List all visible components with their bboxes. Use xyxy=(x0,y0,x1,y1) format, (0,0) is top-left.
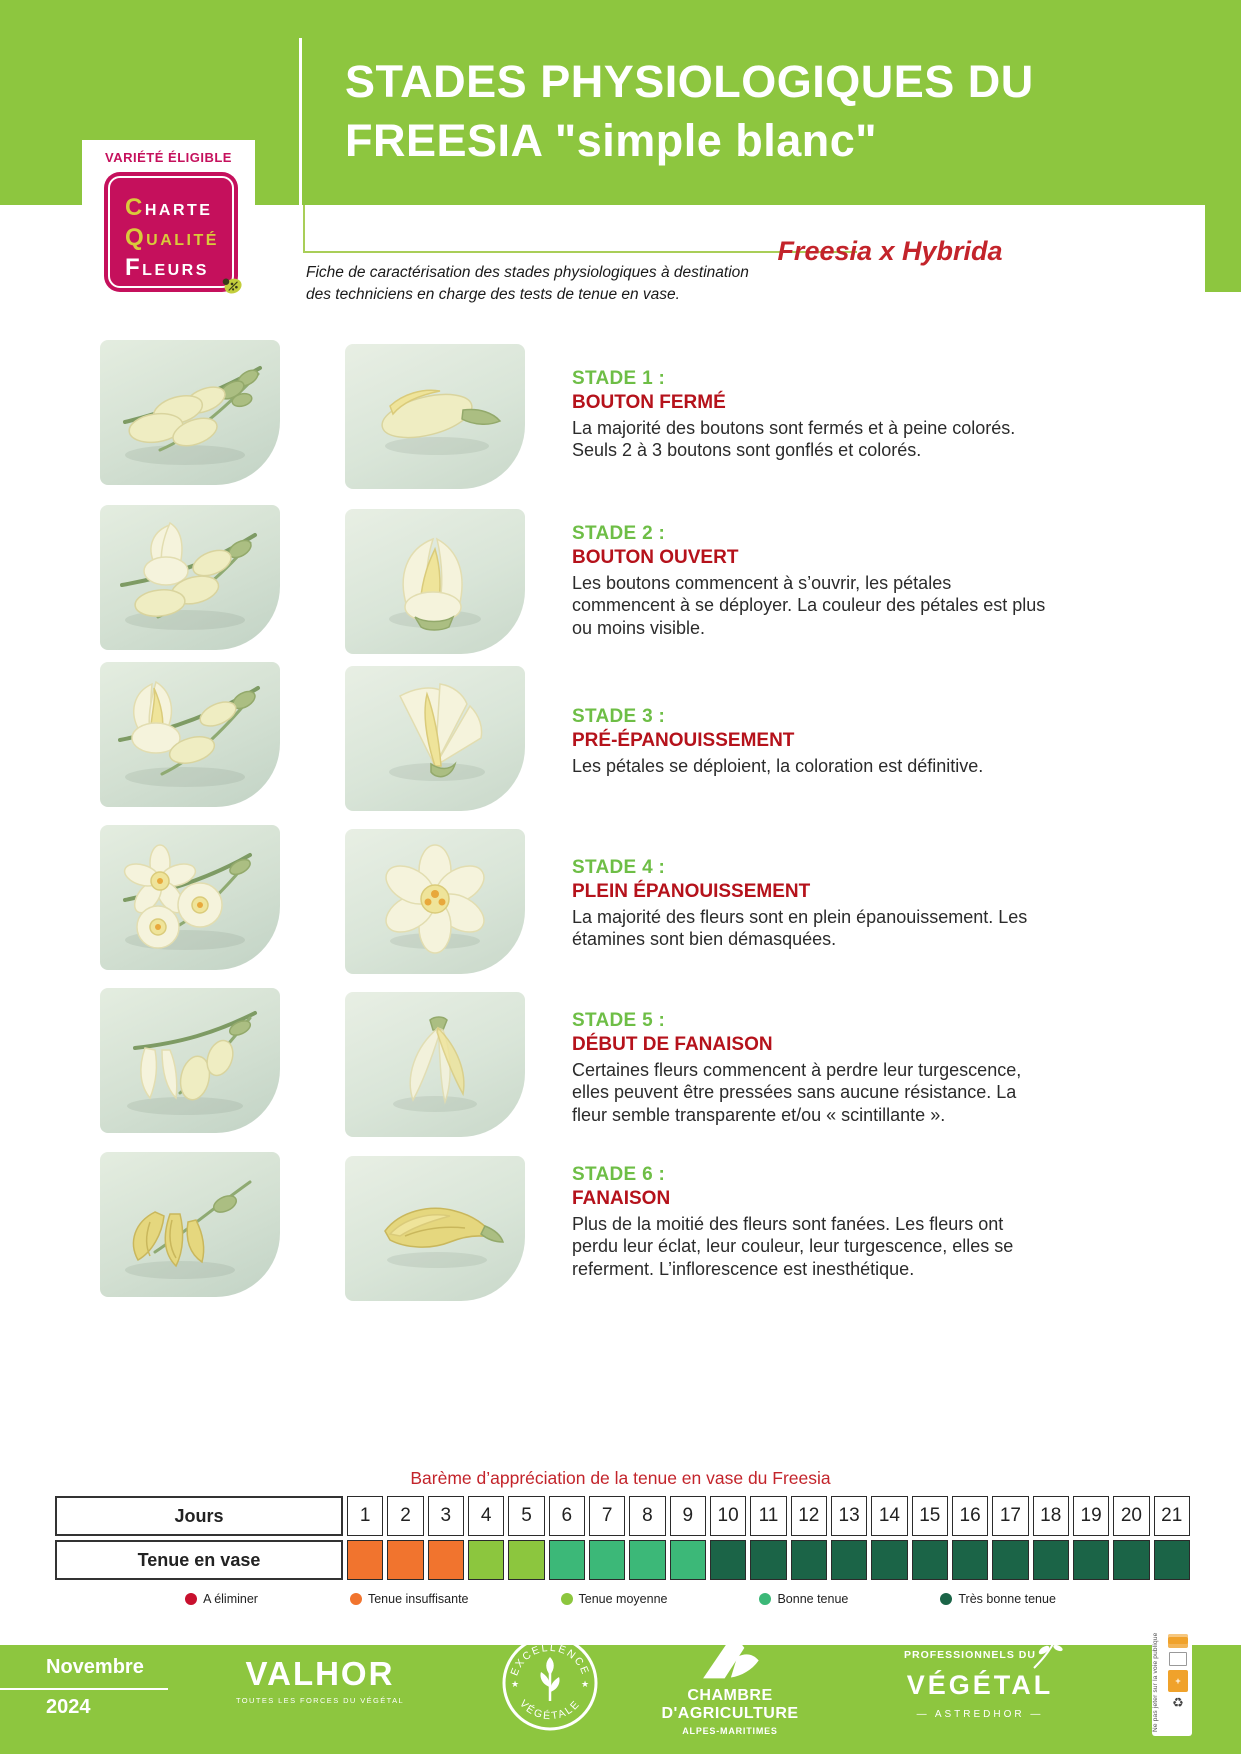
stage-2-label: STADE 2 : xyxy=(572,523,666,544)
stage-3-photo-trumpet xyxy=(345,666,525,811)
day-7-rating-cell xyxy=(589,1540,625,1580)
ladybug-icon xyxy=(220,274,244,296)
day-15-header-cell: 15 xyxy=(912,1496,948,1536)
stage-3-description: Les pétales se déploient, la coloration est définitive. xyxy=(572,756,984,776)
day-17-rating-cell xyxy=(992,1540,1028,1580)
page-title xyxy=(345,52,1145,171)
tulip-icon xyxy=(540,1657,559,1701)
day-3-header-cell: 3 xyxy=(428,1496,464,1536)
table-row-vase-life xyxy=(55,1540,1190,1580)
day-19-rating-cell xyxy=(1073,1540,1109,1580)
legend-dot-insuffisante xyxy=(350,1593,362,1605)
day-21-header-cell: 21 xyxy=(1154,1496,1190,1536)
svg-text:★: ★ xyxy=(511,1679,520,1689)
valhor-wordmark: VALHOR xyxy=(245,1655,395,1692)
badge-eyebrow: VARIÉTÉ ÉLIGIBLE xyxy=(105,150,232,165)
badge-inner-frame xyxy=(108,176,234,288)
recycling-note-text: Ne pas jeter sur la voie publique xyxy=(1152,1632,1159,1732)
stage-6-description: Plus de la moitié des fleurs sont fanées. Les fleurs ont perdu leur éclat, leur couleur, leur turgescence, elles se referment. L’inflorescence est inesthétique. xyxy=(572,1214,1014,1279)
quality-charter-badge xyxy=(82,140,255,307)
page-title-line1: STADES PHYSIOLOGIQUES DU xyxy=(345,56,1034,107)
day-9-header-cell: 9 xyxy=(670,1496,706,1536)
legend-label: Tenue insuffisante xyxy=(367,1592,469,1606)
institut-line2: PROFESSIONNELS DU xyxy=(904,1649,1036,1662)
day-6-header-cell: 6 xyxy=(549,1496,585,1536)
day-14-header-cell: 14 xyxy=(871,1496,907,1536)
day-13-header-cell: 13 xyxy=(831,1496,867,1536)
day-15-rating-cell xyxy=(912,1540,948,1580)
stamp-text-bottom: VÉGÉTALE xyxy=(517,1697,583,1723)
stage-5-label: STADE 5 : xyxy=(572,1010,666,1031)
day-6-rating-cell xyxy=(549,1540,585,1580)
stage-1-heading: BOUTON FERMÉ xyxy=(572,392,726,413)
day-13-rating-cell xyxy=(831,1540,867,1580)
sorting-info-icon xyxy=(1168,1634,1188,1648)
stage-5-photo-inflorescence xyxy=(100,988,280,1133)
triman-recycle-icon: ♻ xyxy=(1172,1695,1184,1710)
page-title-line2: FREESIA "simple blanc" xyxy=(345,115,878,167)
day-1-header-cell: 1 xyxy=(347,1496,383,1536)
stage-6-label: STADE 6 : xyxy=(572,1164,666,1185)
day-18-header-cell: 18 xyxy=(1033,1496,1069,1536)
day-5-rating-cell xyxy=(508,1540,544,1580)
footer-month: Novembre xyxy=(46,1656,144,1678)
chambre-agriculture-logo xyxy=(640,1630,820,1736)
institut-vegetal-wordmark: VÉGÉTAL xyxy=(906,1670,1054,1701)
day-18-rating-cell xyxy=(1033,1540,1069,1580)
legend-label: Tenue moyenne xyxy=(578,1592,668,1606)
paper-icon xyxy=(1169,1652,1187,1666)
day-21-rating-cell xyxy=(1154,1540,1190,1580)
day-12-rating-cell xyxy=(791,1540,827,1580)
stage-5-description: Certaines fleurs commencent à perdre leur turgescence, elles peuvent être pressées sans aucune résistance. La fleur semble transparente et/ou « scintillante ». xyxy=(572,1060,1022,1125)
day-1-rating-cell xyxy=(347,1540,383,1580)
stage-3-section xyxy=(0,662,1241,812)
svg-text:★: ★ xyxy=(581,1679,590,1689)
stage-4-description: La majorité des fleurs sont en plein épanouissement. Les étamines sont bien démasquées. xyxy=(572,907,1028,950)
stage-2-heading: BOUTON OUVERT xyxy=(572,547,739,568)
stage-5-heading: DÉBUT DE FANAISON xyxy=(572,1034,773,1055)
day-10-header-cell: 10 xyxy=(710,1496,746,1536)
legend-item xyxy=(759,1592,848,1606)
stage-6-photo-faded-flower xyxy=(345,1156,525,1301)
badge-word-fleurs: FLEURS xyxy=(125,254,209,281)
day-14-rating-cell xyxy=(871,1540,907,1580)
stage-1-label: STADE 1 : xyxy=(572,368,666,389)
day-2-rating-cell xyxy=(387,1540,423,1580)
table-header-jours: Jours xyxy=(55,1496,343,1536)
day-20-rating-cell xyxy=(1113,1540,1149,1580)
stage-4-label: STADE 4 : xyxy=(572,857,666,878)
day-16-header-cell: 16 xyxy=(952,1496,988,1536)
stage-4-heading: PLEIN ÉPANOUISSEMENT xyxy=(572,881,811,902)
stage-5-photo-wilting-flower xyxy=(345,992,525,1137)
footer-date-rule xyxy=(0,1688,168,1690)
stage-3-label: STADE 3 : xyxy=(572,706,666,727)
vase-life-scale-title: Barème d’appréciation de la tenue en vase du Freesia xyxy=(410,1468,831,1488)
rating-legend xyxy=(0,1592,1241,1606)
chambre-line2: D'AGRICULTURE xyxy=(661,1705,799,1723)
day-7-header-cell: 7 xyxy=(589,1496,625,1536)
day-10-rating-cell xyxy=(710,1540,746,1580)
day-11-rating-cell xyxy=(750,1540,786,1580)
footer-year: 2024 xyxy=(46,1696,91,1718)
stage-6-photo-inflorescence xyxy=(100,1152,280,1297)
recycling-icons-column xyxy=(1167,1634,1189,1709)
legend-dot-eliminer xyxy=(185,1593,197,1605)
legend-dot-moyenne xyxy=(561,1593,573,1605)
day-4-rating-cell xyxy=(468,1540,504,1580)
day-3-rating-cell xyxy=(428,1540,464,1580)
stage-2-photo-inflorescence xyxy=(100,505,280,650)
day-9-rating-cell xyxy=(670,1540,706,1580)
table-day-number-cells xyxy=(347,1496,1190,1536)
day-5-header-cell: 5 xyxy=(508,1496,544,1536)
legend-dot-tres_bonne xyxy=(940,1593,952,1605)
header-divider-line xyxy=(299,38,302,205)
legend-item xyxy=(185,1592,258,1606)
institut-vegetal-logo xyxy=(890,1634,1070,1720)
stage-2-section xyxy=(0,505,1241,655)
day-20-header-cell: 20 xyxy=(1113,1496,1149,1536)
table-rating-cells xyxy=(347,1540,1190,1580)
table-header-tenue-en-vase: Tenue en vase xyxy=(55,1540,343,1580)
stage-4-photo-open-flower xyxy=(345,829,525,974)
charte-qualite-fleurs-logo xyxy=(104,172,238,292)
day-11-header-cell: 11 xyxy=(750,1496,786,1536)
legend-label: Très bonne tenue xyxy=(958,1592,1056,1606)
header-right-green-tab xyxy=(1205,205,1241,292)
stage-4-photo-inflorescence xyxy=(100,825,280,970)
stage-3-photo-inflorescence xyxy=(100,662,280,807)
badge-word-qualite: QUALITÉ xyxy=(125,224,219,251)
chambre-line1: CHAMBRE xyxy=(687,1687,773,1704)
legend-item xyxy=(350,1592,469,1606)
stage-1-section xyxy=(0,340,1241,490)
stamp-text-top: EXCELLENCE xyxy=(508,1641,592,1678)
legend-label: A éliminer xyxy=(203,1592,258,1606)
day-8-rating-cell xyxy=(629,1540,665,1580)
svg-text:VÉGÉTALE xyxy=(517,1698,583,1723)
legend-dot-bonne xyxy=(759,1593,771,1605)
page-subtitle: Fiche de caractérisation des stades physiologiques à destination des techniciens en charge des tests de tenue en vase. xyxy=(306,264,749,303)
valhor-logo xyxy=(222,1655,418,1705)
subtitle-rule-vertical xyxy=(303,205,305,251)
stage-6-section xyxy=(0,1152,1241,1302)
plant-sprig-icon xyxy=(1028,1630,1064,1670)
stage-6-heading: FANAISON xyxy=(572,1188,671,1209)
day-19-header-cell: 19 xyxy=(1073,1496,1109,1536)
day-16-rating-cell xyxy=(952,1540,988,1580)
badge-word-charte: CHARTE xyxy=(125,194,213,221)
legend-label: Bonne tenue xyxy=(777,1592,849,1606)
stage-2-photo-opening-bud xyxy=(345,509,525,654)
stage-4-section xyxy=(0,825,1241,975)
stage-3-heading: PRÉ-ÉPANOUISSEMENT xyxy=(572,730,795,751)
excellence-vegetale-stamp-logo xyxy=(500,1633,600,1733)
legend-item xyxy=(561,1592,668,1606)
day-12-header-cell: 12 xyxy=(791,1496,827,1536)
chambre-agriculture-icon xyxy=(694,1630,766,1682)
recycling-label xyxy=(1152,1630,1192,1736)
valhor-tagline: TOUTES LES FORCES DU VÉGÉTAL xyxy=(235,1696,405,1705)
institut-line1: INSTITUT DES xyxy=(904,1635,988,1647)
day-4-header-cell: 4 xyxy=(468,1496,504,1536)
stage-2-description: Les boutons commencent à s’ouvrir, les pétales commencent à se déployer. La couleur des pétales est plus ou moins visible. xyxy=(572,573,1046,638)
stage-5-section xyxy=(0,988,1241,1138)
day-8-header-cell: 8 xyxy=(629,1496,665,1536)
day-2-header-cell: 2 xyxy=(387,1496,423,1536)
stage-1-description: La majorité des boutons sont fermés et à peine colorés. Seuls 2 à 3 boutons sont gonflés et colorés. xyxy=(572,418,1016,461)
table-row-days xyxy=(55,1496,1190,1536)
stage-1-photo-single-bud xyxy=(345,344,525,489)
institut-astredhor: — ASTREDHOR — xyxy=(890,1709,1070,1720)
chambre-line3: ALPES-MARITIMES xyxy=(682,1725,778,1736)
stage-1-photo-inflorescence xyxy=(100,340,280,485)
sorting-plus-icon: + xyxy=(1168,1670,1188,1692)
day-17-header-cell: 17 xyxy=(992,1496,1028,1536)
legend-item xyxy=(940,1592,1056,1606)
species-name: Freesia x Hybrida xyxy=(777,236,1003,266)
